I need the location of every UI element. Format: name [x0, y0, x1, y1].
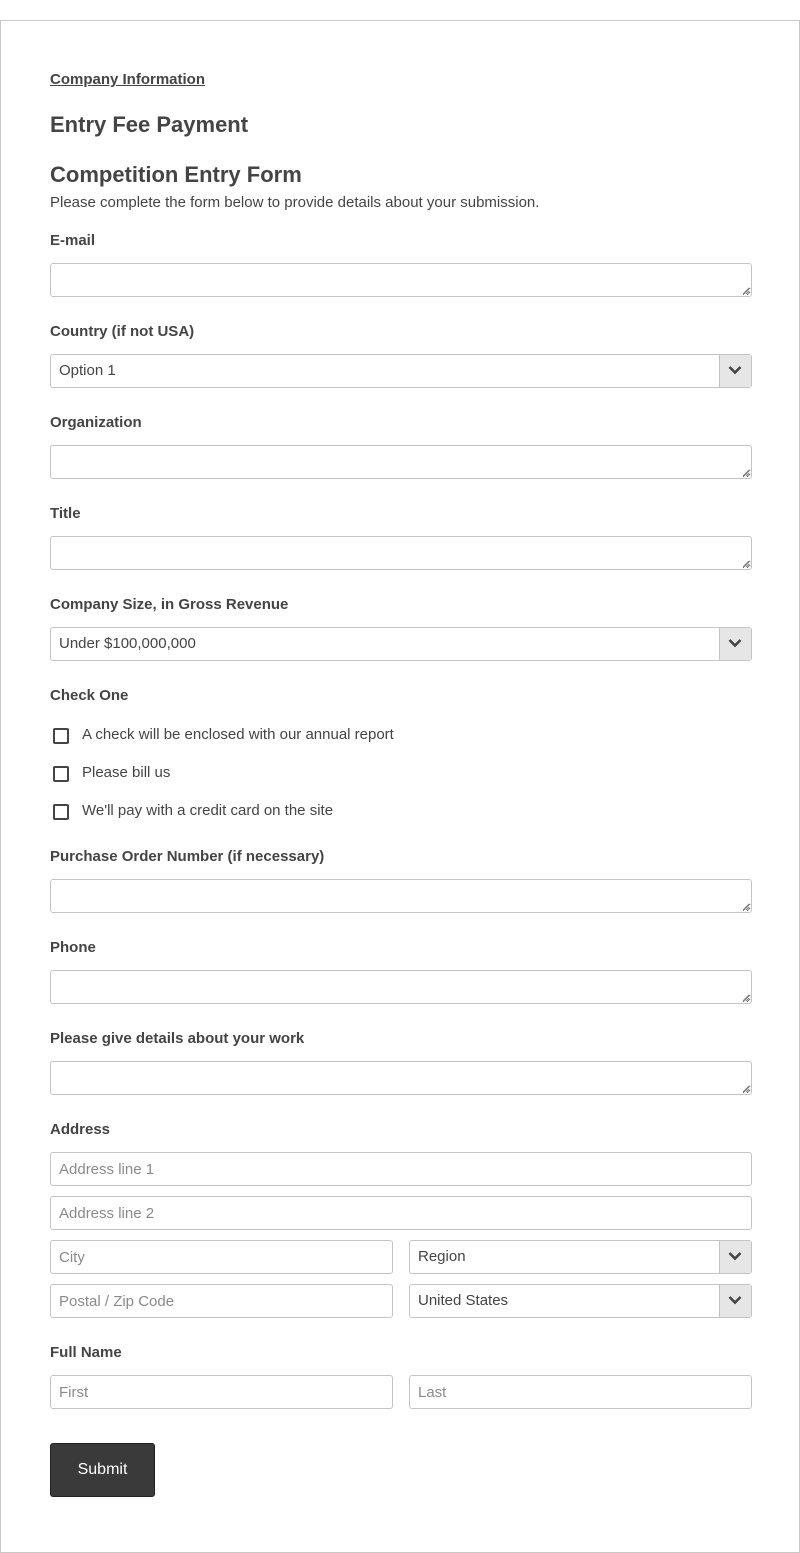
full-name-label: Full Name	[50, 1344, 122, 1361]
checkbox[interactable]	[53, 728, 69, 744]
title-label: Title	[50, 505, 81, 522]
company-size-label: Company Size, in Gross Revenue	[50, 596, 289, 613]
email-field-wrap	[50, 263, 752, 297]
company-size-select-value: Under $100,000,000	[59, 635, 196, 652]
checkbox-label: Please bill us	[82, 764, 171, 781]
purchase-order-field[interactable]	[50, 879, 752, 913]
address-country-select[interactable]	[409, 1284, 752, 1318]
country-label: Country (if not USA)	[50, 323, 195, 340]
company-size-select-button[interactable]	[719, 628, 751, 660]
email-label: E-mail	[50, 232, 96, 249]
title-field-wrap	[50, 536, 752, 570]
form-description: Please complete the form below to provide details about your submission.	[50, 194, 540, 211]
submit-button[interactable]: Submit	[50, 1443, 155, 1497]
chevron-down-icon	[728, 1251, 742, 1261]
chevron-down-icon	[728, 365, 742, 375]
organization-field-wrap	[50, 445, 752, 479]
address-line2-input[interactable]	[50, 1196, 752, 1230]
region-select[interactable]	[409, 1240, 752, 1274]
check-one-label: Check One	[50, 687, 129, 704]
region-select-button[interactable]	[719, 1241, 751, 1273]
work-details-label: Please give details about your work	[50, 1030, 305, 1047]
company-information-link[interactable]: Company Information	[50, 71, 206, 88]
purchase-order-label: Purchase Order Number (if necessary)	[50, 848, 325, 865]
title-field[interactable]	[50, 536, 752, 570]
page-heading: Entry Fee Payment	[50, 112, 249, 137]
form-container	[0, 20, 800, 1553]
organization-field[interactable]	[50, 445, 752, 479]
city-input[interactable]	[50, 1240, 393, 1274]
work-details-field[interactable]	[50, 1061, 752, 1095]
checkbox[interactable]	[53, 804, 69, 820]
chevron-down-icon	[728, 1295, 742, 1305]
postal-code-input[interactable]	[50, 1284, 393, 1318]
address-label: Address	[50, 1121, 111, 1138]
company-size-select[interactable]	[50, 627, 752, 661]
organization-label: Organization	[50, 414, 142, 431]
address-country-select-value: United States	[418, 1292, 509, 1309]
address-line1-input[interactable]	[50, 1152, 752, 1186]
checkbox[interactable]	[53, 766, 69, 782]
first-name-input[interactable]	[50, 1375, 393, 1409]
form-title: Competition Entry Form	[50, 162, 302, 187]
checkbox-label: We'll pay with a credit card on the site	[82, 802, 334, 819]
region-select-value: Region	[418, 1248, 466, 1265]
email-field[interactable]	[50, 263, 752, 297]
phone-field[interactable]	[50, 970, 752, 1004]
address-country-select-button[interactable]	[719, 1285, 751, 1317]
country-select[interactable]	[50, 354, 752, 388]
country-select-value: Option 1	[59, 362, 116, 379]
chevron-down-icon	[728, 638, 742, 648]
checkbox-label: A check will be enclosed with our annual report	[82, 726, 394, 743]
work-details-field-wrap	[50, 1061, 752, 1095]
phone-field-wrap	[50, 970, 752, 1004]
purchase-order-field-wrap	[50, 879, 752, 913]
country-select-button[interactable]	[719, 355, 751, 387]
last-name-input[interactable]	[409, 1375, 752, 1409]
phone-label: Phone	[50, 939, 96, 956]
